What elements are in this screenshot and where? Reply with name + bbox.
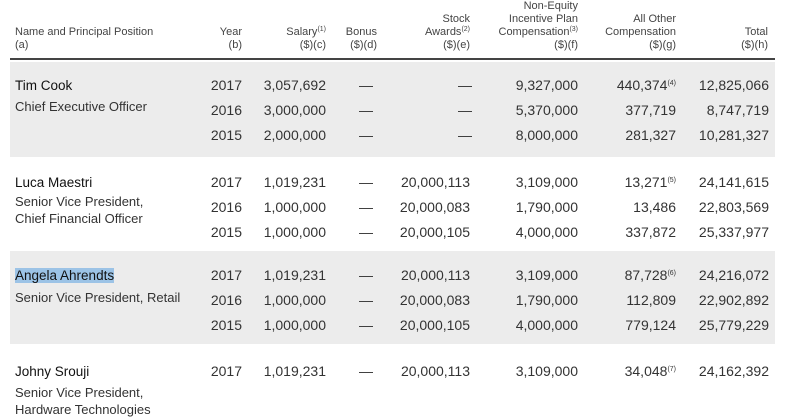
stock-value: 20,000,105 xyxy=(399,224,470,240)
bonus-cell xyxy=(355,127,377,143)
year-cell xyxy=(195,224,242,240)
nonequity-cell xyxy=(480,363,578,379)
bonus-value: — xyxy=(359,317,373,333)
header-nonequity-label: Non-Equity xyxy=(523,0,578,12)
header-name-code: (a) xyxy=(15,39,29,51)
header-nonequity-text: Compensation xyxy=(498,26,570,38)
year-value: 2016 xyxy=(210,102,242,118)
other-value: 112,809 xyxy=(626,292,676,308)
salary-cell xyxy=(250,77,326,93)
other-value: 87,728 xyxy=(624,267,668,283)
total-cell xyxy=(680,363,769,379)
other-cell xyxy=(590,77,676,93)
stock-cell xyxy=(380,174,470,190)
exec-title-johny-srouji-1: Senior Vice President, xyxy=(15,385,144,400)
stock-cell xyxy=(380,292,470,308)
nonequity-cell xyxy=(480,174,578,190)
total-value: 12,825,066 xyxy=(698,77,769,93)
nonequity-cell xyxy=(480,267,578,283)
header-total xyxy=(700,26,768,52)
other-cell xyxy=(590,102,676,118)
header-name-label: Name and Principal Position xyxy=(15,26,154,38)
header-rule xyxy=(10,58,775,60)
year-cell xyxy=(195,174,242,190)
nonequity-value: 1,790,000 xyxy=(515,199,578,215)
header-other-label: All Other xyxy=(633,13,676,25)
bonus-cell xyxy=(355,317,377,333)
other-value: 440,374 xyxy=(616,77,668,93)
exec-name-luca-maestri: Luca Maestri xyxy=(15,175,93,190)
stock-cell xyxy=(380,317,470,333)
table-row xyxy=(10,317,775,335)
year-value: 2017 xyxy=(210,77,242,93)
other-value: 13,486 xyxy=(633,199,676,215)
other-cell xyxy=(590,224,676,240)
bonus-value: — xyxy=(359,174,373,190)
other-value: 34,048 xyxy=(624,363,668,379)
salary-cell xyxy=(250,102,326,118)
bonus-cell xyxy=(355,292,377,308)
total-value: 25,779,229 xyxy=(698,317,769,333)
nonequity-value: 4,000,000 xyxy=(515,224,578,240)
bonus-value: — xyxy=(359,77,373,93)
salary-cell xyxy=(250,267,326,283)
exec-title-tim-cook: Chief Executive Officer xyxy=(15,99,147,114)
salary-cell xyxy=(250,363,326,379)
footnote-marker: (4) xyxy=(667,80,676,87)
header-other-label2: Compensation xyxy=(605,26,676,38)
nonequity-value: 9,327,000 xyxy=(515,77,578,93)
other-value: 779,124 xyxy=(625,317,676,333)
other-cell xyxy=(590,363,676,379)
table-row xyxy=(10,292,775,310)
bonus-cell xyxy=(355,224,377,240)
exec-title-angela-ahrendts: Senior Vice President, Retail xyxy=(15,290,181,305)
year-cell xyxy=(195,363,242,379)
nonequity-value: 4,000,000 xyxy=(515,317,578,333)
salary-cell xyxy=(250,292,326,308)
header-year xyxy=(200,26,242,52)
stock-value: 20,000,105 xyxy=(399,317,470,333)
header-other-code: ($)(g) xyxy=(649,39,676,51)
table-row xyxy=(10,267,775,285)
nonequity-cell xyxy=(480,77,578,93)
nonequity-cell xyxy=(480,127,578,143)
bonus-value: — xyxy=(359,199,373,215)
year-cell xyxy=(195,317,242,333)
total-value: 22,803,569 xyxy=(698,199,769,215)
nonequity-value: 8,000,000 xyxy=(515,127,578,143)
total-value: 24,141,615 xyxy=(698,174,769,190)
header-year-code: (b) xyxy=(228,39,242,51)
year-value: 2016 xyxy=(210,199,242,215)
salary-value: 1,000,000 xyxy=(263,224,326,240)
year-cell xyxy=(195,267,242,283)
table-row xyxy=(10,102,775,120)
other-value: 377,719 xyxy=(625,102,676,118)
exec-title-luca-maestri-2: Chief Financial Officer xyxy=(15,211,143,226)
exec-name-johny-srouji: Johny Srouji xyxy=(15,364,90,379)
footnote-marker: (7) xyxy=(667,366,676,373)
salary-value: 1,019,231 xyxy=(263,174,326,190)
stock-cell xyxy=(380,267,470,283)
bonus-cell xyxy=(355,267,377,283)
header-stock-code: ($)(e) xyxy=(443,39,470,51)
stock-value: 20,000,113 xyxy=(400,363,470,379)
total-cell xyxy=(680,174,769,190)
salary-value: 1,000,000 xyxy=(263,317,326,333)
other-value: 281,327 xyxy=(625,127,676,143)
year-cell xyxy=(195,102,242,118)
header-stock-footnote: (2) xyxy=(461,26,470,33)
bonus-value: — xyxy=(359,292,373,308)
total-value: 22,902,892 xyxy=(698,292,769,308)
table-row xyxy=(10,174,775,192)
header-bonus-code: ($)(d) xyxy=(350,39,377,51)
salary-value: 1,000,000 xyxy=(263,199,326,215)
year-cell xyxy=(195,292,242,308)
year-value: 2015 xyxy=(210,127,242,143)
table-row xyxy=(10,199,775,217)
nonequity-value: 1,790,000 xyxy=(515,292,578,308)
total-cell xyxy=(680,292,769,308)
nonequity-value: 3,109,000 xyxy=(515,174,578,190)
salary-cell xyxy=(250,317,326,333)
year-value: 2017 xyxy=(210,363,242,379)
header-name xyxy=(15,26,153,52)
year-value: 2016 xyxy=(210,292,242,308)
other-cell xyxy=(590,199,676,215)
header-stock-text: Awards xyxy=(424,26,462,38)
header-year-label: Year xyxy=(219,26,242,38)
nonequity-cell xyxy=(480,224,578,240)
header-salary xyxy=(250,26,326,52)
year-value: 2015 xyxy=(210,224,242,240)
bonus-value: — xyxy=(359,267,373,283)
other-value: 337,872 xyxy=(625,224,676,240)
salary-value: 3,057,692 xyxy=(263,77,326,93)
salary-value: 3,000,000 xyxy=(263,102,326,118)
nonequity-value: 3,109,000 xyxy=(515,363,578,379)
year-value: 2015 xyxy=(210,317,242,333)
stock-value: — xyxy=(458,127,472,143)
header-bonus-label: Bonus xyxy=(345,26,377,38)
header-nonequity-footnote: (3) xyxy=(569,26,578,33)
year-value: 2017 xyxy=(210,267,242,283)
nonequity-value: 3,109,000 xyxy=(515,267,578,283)
stock-cell xyxy=(380,363,470,379)
other-cell xyxy=(590,292,676,308)
exec-title-johny-srouji-2: Hardware Technologies xyxy=(15,402,151,417)
exec-name-tim-cook: Tim Cook xyxy=(15,78,73,93)
bonus-value: — xyxy=(359,102,373,118)
header-total-code: ($)(h) xyxy=(741,39,768,51)
table-row xyxy=(10,224,775,242)
salary-value: 1,000,000 xyxy=(263,292,326,308)
salary-cell xyxy=(250,174,326,190)
bonus-value: — xyxy=(359,363,373,379)
header-nonequity xyxy=(470,0,578,52)
total-cell xyxy=(680,224,769,240)
total-cell xyxy=(680,267,769,283)
stock-cell xyxy=(450,127,480,143)
total-cell xyxy=(680,127,769,143)
other-cell xyxy=(590,174,676,190)
footnote-marker: (5) xyxy=(667,177,676,184)
year-cell xyxy=(195,127,242,143)
stock-value: — xyxy=(458,77,472,93)
bonus-cell xyxy=(355,199,377,215)
stock-cell xyxy=(450,102,480,118)
bonus-value: — xyxy=(359,127,373,143)
total-value: 24,216,072 xyxy=(698,267,769,283)
header-bonus xyxy=(330,26,377,52)
total-cell xyxy=(680,199,769,215)
stock-value: — xyxy=(458,102,472,118)
header-salary-footnote: (1) xyxy=(317,26,326,33)
nonequity-cell xyxy=(480,317,578,333)
stock-value: 20,000,113 xyxy=(400,267,470,283)
stock-cell xyxy=(450,77,480,93)
total-cell xyxy=(680,77,769,93)
table-row xyxy=(10,127,775,145)
total-cell xyxy=(680,102,769,118)
total-value: 25,337,977 xyxy=(698,224,769,240)
total-value: 10,281,327 xyxy=(698,127,769,143)
year-cell xyxy=(195,199,242,215)
salary-value: 1,019,231 xyxy=(263,363,326,379)
header-stock-label2 xyxy=(390,26,470,39)
table-row xyxy=(10,77,775,95)
exec-title-luca-maestri-1: Senior Vice President, xyxy=(15,194,144,209)
nonequity-value: 5,370,000 xyxy=(515,102,578,118)
stock-cell xyxy=(380,199,470,215)
stock-value: 20,000,083 xyxy=(399,292,470,308)
selected-text-highlight[interactable]: Angela Ahrendts xyxy=(15,268,115,283)
stock-value: 20,000,083 xyxy=(399,199,470,215)
table-row xyxy=(10,363,775,381)
year-value: 2017 xyxy=(210,174,242,190)
header-nonequity-code: ($)(f) xyxy=(554,39,578,51)
bonus-cell xyxy=(355,102,377,118)
bonus-cell xyxy=(355,174,377,190)
bonus-cell xyxy=(355,363,377,379)
stock-value: 20,000,113 xyxy=(400,174,470,190)
header-stock xyxy=(390,13,470,52)
nonequity-cell xyxy=(480,292,578,308)
header-nonequity-label3 xyxy=(470,26,578,39)
nonequity-cell xyxy=(480,102,578,118)
header-salary-code: ($)(c) xyxy=(299,39,326,51)
bonus-value: — xyxy=(359,224,373,240)
stock-cell xyxy=(380,224,470,240)
other-cell xyxy=(590,127,676,143)
header-total-label: Total xyxy=(744,26,768,38)
total-value: 8,747,719 xyxy=(706,102,769,118)
salary-cell xyxy=(250,224,326,240)
other-cell xyxy=(590,267,676,283)
salary-cell xyxy=(250,127,326,143)
other-cell xyxy=(590,317,676,333)
total-value: 24,162,392 xyxy=(698,363,769,379)
salary-value: 2,000,000 xyxy=(263,127,326,143)
other-value: 13,271 xyxy=(624,174,668,190)
year-cell xyxy=(195,77,242,93)
total-cell xyxy=(680,317,769,333)
header-salary-label xyxy=(250,26,326,39)
footnote-marker: (6) xyxy=(667,270,676,277)
header-nonequity-label2: Incentive Plan xyxy=(508,13,578,25)
header-salary-text: Salary xyxy=(286,26,318,38)
salary-cell xyxy=(250,199,326,215)
nonequity-cell xyxy=(480,199,578,215)
header-other xyxy=(580,13,676,52)
header-stock-label: Stock xyxy=(442,13,470,25)
salary-value: 1,019,231 xyxy=(263,267,326,283)
bonus-cell xyxy=(355,77,377,93)
